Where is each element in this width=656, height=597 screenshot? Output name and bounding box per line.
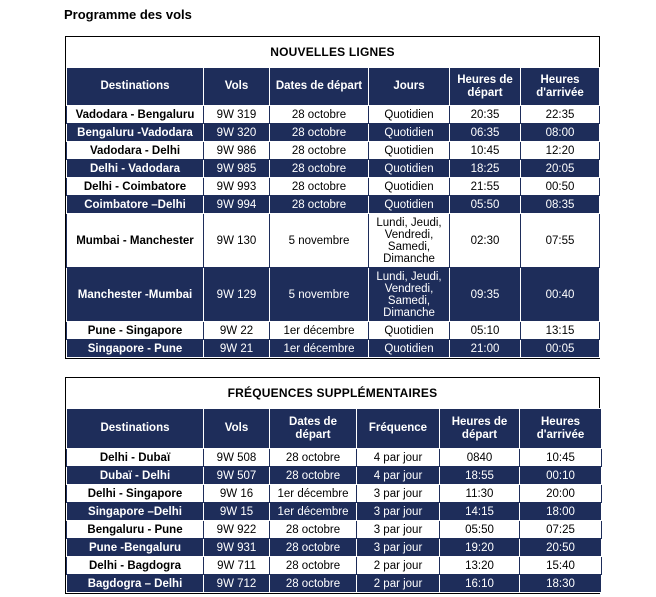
flight-cell: 9W 16 <box>204 485 270 503</box>
arrival-time-cell: 20:05 <box>521 160 600 178</box>
days-cell <box>369 106 450 124</box>
new-routes-title: NOUVELLES LIGNES <box>66 37 599 67</box>
flight-cell: 9W 986 <box>204 142 270 160</box>
frequency-cell: 3 par jour <box>357 539 440 557</box>
departure-date-cell: 5 novembre <box>270 214 369 268</box>
arrival-time-cell: 10:45 <box>520 449 602 467</box>
flight-cell: 9W 21 <box>204 340 270 358</box>
destination-cell: Delhi - Vadodara <box>67 160 204 178</box>
extra-frequencies-section <box>65 377 600 594</box>
departure-time-cell: 06:35 <box>450 124 521 142</box>
destination-cell: Bagdogra – Delhi <box>67 575 204 593</box>
extra-frequencies-title: FRÉQUENCES SUPPLÉMENTAIRES <box>66 378 599 408</box>
col-header-arrival-times: Heures d'arrivée <box>520 409 602 449</box>
frequency-cell: 2 par jour <box>357 575 440 593</box>
destination-cell: Delhi - Bagdogra <box>67 557 204 575</box>
departure-time-cell: 11:30 <box>440 485 520 503</box>
departure-time-cell: 21:00 <box>450 340 521 358</box>
arrival-time-cell: 12:20 <box>521 142 600 160</box>
departure-time-cell: 0840 <box>440 449 520 467</box>
days-line: Samedi, <box>387 240 431 253</box>
destination-cell: Pune -Bengaluru <box>67 539 204 557</box>
arrival-time-cell: 20:00 <box>520 485 602 503</box>
destination-cell: Vadodara - Bengaluru <box>67 106 204 124</box>
departure-time-cell: 14:15 <box>440 503 520 521</box>
flight-cell: 9W 712 <box>204 575 270 593</box>
flight-cell: 9W 319 <box>204 106 270 124</box>
table-row <box>67 142 600 160</box>
departure-date-cell: 1er décembre <box>270 485 357 503</box>
days-cell <box>369 142 450 160</box>
departure-time-cell: 05:50 <box>450 196 521 214</box>
days-cell <box>369 340 450 358</box>
arrival-time-cell: 20:50 <box>520 539 602 557</box>
table-row <box>67 340 600 358</box>
table-row <box>67 178 600 196</box>
page-title: Programme des vols <box>64 7 192 22</box>
arrival-time-cell: 08:35 <box>521 196 600 214</box>
frequency-cell: 4 par jour <box>357 449 440 467</box>
arrival-time-cell: 08:00 <box>521 124 600 142</box>
days-line: Dimanche <box>383 252 435 265</box>
days-line: Dimanche <box>383 306 435 319</box>
days-line: Lundi, Jeudi, <box>376 216 442 229</box>
table-row <box>67 467 602 485</box>
table-row <box>67 106 600 124</box>
days-line: Quotidien <box>384 144 434 157</box>
arrival-time-cell: 07:25 <box>520 521 602 539</box>
days-line: Quotidien <box>384 162 434 175</box>
arrival-time-cell: 00:10 <box>520 467 602 485</box>
flight-cell: 9W 320 <box>204 124 270 142</box>
days-line: Quotidien <box>384 198 434 211</box>
departure-date-cell: 28 octobre <box>270 557 357 575</box>
departure-date-cell: 28 octobre <box>270 178 369 196</box>
destination-cell: Delhi - Singapore <box>67 485 204 503</box>
new-routes-header-row <box>67 68 600 106</box>
arrival-time-cell: 07:55 <box>521 214 600 268</box>
destination-cell: Coimbatore –Delhi <box>67 196 204 214</box>
col-header-destinations: Destinations <box>67 68 204 106</box>
departure-date-cell: 28 octobre <box>270 106 369 124</box>
table-row <box>67 575 602 593</box>
table-row <box>67 449 602 467</box>
departure-time-cell: 05:50 <box>440 521 520 539</box>
table-row <box>67 539 602 557</box>
flight-cell: 9W 931 <box>204 539 270 557</box>
table-row <box>67 503 602 521</box>
extra-frequencies-table <box>66 408 602 593</box>
frequency-cell: 3 par jour <box>357 521 440 539</box>
days-line: Quotidien <box>384 126 434 139</box>
flight-cell: 9W 922 <box>204 521 270 539</box>
departure-time-cell: 18:55 <box>440 467 520 485</box>
departure-time-cell: 20:35 <box>450 106 521 124</box>
departure-time-cell: 13:20 <box>440 557 520 575</box>
flight-cell: 9W 994 <box>204 196 270 214</box>
departure-time-cell: 21:55 <box>450 178 521 196</box>
days-cell <box>369 214 450 268</box>
departure-time-cell: 09:35 <box>450 268 521 322</box>
table-row <box>67 160 600 178</box>
arrival-time-cell: 18:30 <box>520 575 602 593</box>
table-row <box>67 214 600 268</box>
flight-cell: 9W 985 <box>204 160 270 178</box>
days-line: Lundi, Jeudi, <box>376 270 442 283</box>
departure-date-cell: 1er décembre <box>270 503 357 521</box>
departure-time-cell: 16:10 <box>440 575 520 593</box>
days-line: Quotidien <box>384 108 434 121</box>
departure-time-cell: 10:45 <box>450 142 521 160</box>
arrival-time-cell: 00:05 <box>521 340 600 358</box>
days-line: Quotidien <box>384 324 434 337</box>
days-cell <box>369 178 450 196</box>
departure-date-cell: 28 octobre <box>270 196 369 214</box>
new-routes-table <box>66 67 600 358</box>
col-header-flights: Vols <box>204 409 270 449</box>
arrival-time-cell: 15:40 <box>520 557 602 575</box>
departure-date-cell: 28 octobre <box>270 142 369 160</box>
days-cell <box>369 160 450 178</box>
destination-cell: Delhi - Coimbatore <box>67 178 204 196</box>
days-line: Vendredi, <box>384 228 434 241</box>
departure-time-cell: 02:30 <box>450 214 521 268</box>
col-header-departure-dates: Dates de départ <box>270 409 357 449</box>
destination-cell: Vadodara - Delhi <box>67 142 204 160</box>
departure-date-cell: 28 octobre <box>270 160 369 178</box>
destination-cell: Bengaluru -Vadodara <box>67 124 204 142</box>
col-header-flights: Vols <box>204 68 270 106</box>
days-cell <box>369 268 450 322</box>
destination-cell: Pune - Singapore <box>67 322 204 340</box>
flight-cell: 9W 993 <box>204 178 270 196</box>
destination-cell: Singapore - Pune <box>67 340 204 358</box>
col-header-departure-times: Heures de départ <box>450 68 521 106</box>
departure-date-cell: 28 octobre <box>270 449 357 467</box>
col-header-frequency: Fréquence <box>357 409 440 449</box>
new-routes-section <box>65 36 600 359</box>
col-header-departure-times: Heures de départ <box>440 409 520 449</box>
departure-time-cell: 05:10 <box>450 322 521 340</box>
flight-cell: 9W 15 <box>204 503 270 521</box>
departure-date-cell: 5 novembre <box>270 268 369 322</box>
flight-cell: 9W 22 <box>204 322 270 340</box>
departure-date-cell: 28 octobre <box>270 467 357 485</box>
destination-cell: Mumbai - Manchester <box>67 214 204 268</box>
arrival-time-cell: 18:00 <box>520 503 602 521</box>
days-line: Samedi, <box>387 294 431 307</box>
extra-frequencies-header-row <box>67 409 602 449</box>
departure-date-cell: 1er décembre <box>270 340 369 358</box>
col-header-arrival-times: Heures d'arrivée <box>521 68 600 106</box>
frequency-cell: 3 par jour <box>357 485 440 503</box>
col-header-departure-dates: Dates de départ <box>270 68 369 106</box>
days-line: Quotidien <box>384 342 434 355</box>
destination-cell: Bengaluru - Pune <box>67 521 204 539</box>
destination-cell: Singapore –Delhi <box>67 503 204 521</box>
departure-time-cell: 18:25 <box>450 160 521 178</box>
table-row <box>67 521 602 539</box>
frequency-cell: 4 par jour <box>357 467 440 485</box>
arrival-time-cell: 22:35 <box>521 106 600 124</box>
flight-cell: 9W 507 <box>204 467 270 485</box>
table-row <box>67 268 600 322</box>
departure-date-cell: 28 octobre <box>270 539 357 557</box>
arrival-time-cell: 00:50 <box>521 178 600 196</box>
departure-date-cell: 1er décembre <box>270 322 369 340</box>
days-line: Quotidien <box>384 180 434 193</box>
days-cell <box>369 322 450 340</box>
table-row <box>67 322 600 340</box>
departure-time-cell: 19:20 <box>440 539 520 557</box>
arrival-time-cell: 13:15 <box>521 322 600 340</box>
flight-cell: 9W 711 <box>204 557 270 575</box>
col-header-destinations: Destinations <box>67 409 204 449</box>
flight-cell: 9W 129 <box>204 268 270 322</box>
destination-cell: Dubaï - Delhi <box>67 467 204 485</box>
flight-cell: 9W 130 <box>204 214 270 268</box>
destination-cell: Delhi - Dubaï <box>67 449 204 467</box>
col-header-days: Jours <box>369 68 450 106</box>
frequency-cell: 2 par jour <box>357 557 440 575</box>
arrival-time-cell: 00:40 <box>521 268 600 322</box>
table-row <box>67 557 602 575</box>
departure-date-cell: 28 octobre <box>270 521 357 539</box>
days-cell <box>369 196 450 214</box>
flight-cell: 9W 508 <box>204 449 270 467</box>
departure-date-cell: 28 octobre <box>270 124 369 142</box>
table-row <box>67 196 600 214</box>
days-line: Vendredi, <box>384 282 434 295</box>
days-cell <box>369 124 450 142</box>
table-row <box>67 485 602 503</box>
table-row <box>67 124 600 142</box>
departure-date-cell: 28 octobre <box>270 575 357 593</box>
destination-cell: Manchester -Mumbai <box>67 268 204 322</box>
frequency-cell: 3 par jour <box>357 503 440 521</box>
